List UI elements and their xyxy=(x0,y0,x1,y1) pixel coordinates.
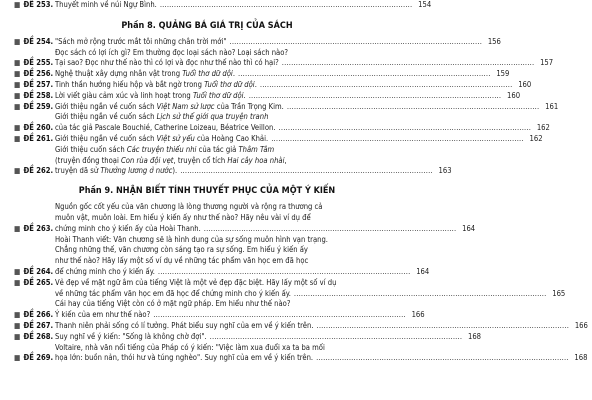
entry-title: của tác giả Pascale Bouchié, Catherine Loizeau, Béatrice Veillon. xyxy=(55,123,276,133)
entry-title: Nghệ thuật xây dựng nhân vật trong Tuổi thơ dữ dội. xyxy=(55,69,235,79)
toc-entry-253[interactable] xyxy=(14,0,432,11)
bullet-icon: ■ xyxy=(14,36,21,46)
toc-entry[interactable] xyxy=(14,90,521,102)
page-number: 164 xyxy=(416,266,430,276)
entry-title: Suy nghĩ về ý kiến: "Sống là không chờ đợi". xyxy=(55,331,207,341)
entry-title: Lời viết giàu cảm xúc và linh hoạt trong Tuổi thơ dữ dội. xyxy=(55,90,246,100)
entry-line: Hoài Thanh viết: Văn chương sẽ là hình dung của sự sống muôn hình vạn trạng. xyxy=(55,234,328,244)
leader-dots xyxy=(160,0,411,11)
entry-code: ■ ĐỀ 259. xyxy=(14,101,54,111)
page-number: 163 xyxy=(438,166,452,176)
leader-dots xyxy=(210,332,461,343)
leader-dots xyxy=(153,310,404,321)
entry-title: truyện dã sử Thưởng lương ở nước). xyxy=(55,166,178,176)
page-number: 166 xyxy=(574,320,588,330)
entry-code: ■ ĐỀ 254. xyxy=(14,36,54,46)
entry-title: Thuyết minh về núi Ngự Bình. xyxy=(55,0,157,9)
bullet-icon: ■ xyxy=(14,101,21,111)
entry-title: Ý kiến của em như thế nào? xyxy=(55,310,151,320)
entry-title: Giới thiệu ngắn về cuốn sách Việt sử yểu của Hoàng Cao Khải. xyxy=(55,133,269,143)
toc-entry[interactable] xyxy=(14,234,430,278)
entry-line: (truyện đồng thoại Con rùa đội vẹt, truyện cổ tích Hai cây hoa nhài, xyxy=(55,155,287,165)
bullet-icon: ■ xyxy=(14,123,21,133)
bullet-icon: ■ xyxy=(14,90,21,100)
toc-entry[interactable] xyxy=(14,133,543,145)
entry-code: ■ ĐỀ 267. xyxy=(14,320,54,330)
entry-code: ■ ĐỀ 262. xyxy=(14,166,54,176)
toc-entry[interactable] xyxy=(14,278,400,289)
page-number: 168 xyxy=(574,353,588,363)
section-8-entries xyxy=(14,36,559,177)
page-number: 162 xyxy=(536,123,550,133)
entry-line: Đọc sách có lợi ích gì? Em thường đọc loại sách nào? Loại sách nào? xyxy=(55,47,289,57)
toc-entry[interactable] xyxy=(14,144,452,177)
page-number: 160 xyxy=(518,79,532,89)
toc-entry[interactable] xyxy=(14,112,550,134)
bullet-icon: ■ xyxy=(14,133,21,143)
bullet-icon: ■ xyxy=(14,310,21,320)
page-number: 161 xyxy=(545,101,559,111)
leader-dots xyxy=(271,134,522,145)
entry-title: Giới thiệu ngắn về cuốn sách Việt Nam sử lược của Trần Trọng Kim. xyxy=(55,101,284,111)
section-heading: Phần 9. NHẬN BIẾT TÍNH THUYẾT PHỤC CỦA MỘT Ý KIẾN xyxy=(78,186,336,197)
leader-dots xyxy=(279,123,530,134)
entry-code: ■ ĐỀ 256. xyxy=(14,69,54,79)
bullet-icon: ■ xyxy=(14,58,21,68)
entry-code: ■ ĐỀ 253. xyxy=(14,0,54,9)
entry-code: ■ ĐỀ 257. xyxy=(14,79,54,89)
entry-code: ■ ĐỀ 264. xyxy=(14,266,54,276)
leader-dots xyxy=(317,321,568,332)
section-heading: Phần 8. QUẢNG BÁ GIÁ TRỊ CỦA SÁCH xyxy=(121,20,293,31)
entry-code: ■ ĐỀ 265. xyxy=(14,277,54,287)
leader-dots xyxy=(204,224,455,235)
entry-title: họa lớn: buồn nản, thói hư và túng nghèo". Suy nghĩ của em về ý kiến trên. xyxy=(55,353,314,363)
leader-dots xyxy=(249,91,500,102)
section-9-entries xyxy=(14,202,588,364)
entry-line: như thế nào? Hãy lấy một số ví dụ về những tác phẩm văn học em đã học xyxy=(55,256,309,266)
entry-line: Voltaire, nhà văn nổi tiếng của Pháp có ý kiến: "Việc làm xua đuổi xa ta ba mối xyxy=(55,342,325,352)
toc-entry[interactable] xyxy=(14,69,510,80)
bullet-icon: ■ xyxy=(14,69,21,79)
toc-entry[interactable] xyxy=(14,288,566,300)
entry-title: Tinh thần hướng hiếu hộp và bắt ngờ trong Tuổi thơ dữ dội. xyxy=(55,79,257,89)
entry-code: ■ ĐỀ 269. xyxy=(14,353,54,363)
page-number: 156 xyxy=(487,36,501,46)
toc-entry[interactable] xyxy=(14,79,532,91)
toc-entry[interactable] xyxy=(14,331,482,343)
entry-title: Tại sao? Đọc như thế nào thì có lợi và đọc như thế nào thì có hại? xyxy=(55,58,279,68)
entry-title: về những tác phẩm văn học em đã học để chứng minh cho ý kiến ấy. xyxy=(55,288,291,298)
toc-entry[interactable] xyxy=(14,342,588,365)
bullet-icon: ■ xyxy=(14,0,21,9)
leader-dots xyxy=(158,267,409,278)
entry-line: Nguồn gốc cốt yếu của văn chương là lòng thương người và rộng ra thương cả xyxy=(55,202,323,212)
entry-code: ■ ĐỀ 260. xyxy=(14,123,54,133)
entry-line: Giới thiệu cuốn sách Các truyện thiếu nhi của tác giả Thâm Tâm xyxy=(55,144,275,154)
entry-title: chứng minh cho ý kiến ấy của Hoài Thanh. xyxy=(55,223,201,233)
toc-entry[interactable] xyxy=(14,47,554,70)
page-number: 162 xyxy=(529,133,543,143)
entry-line: Giới thiệu ngắn về cuốn sách Lịch sử thế giới qua truyện tranh xyxy=(55,112,269,122)
bullet-icon: ■ xyxy=(14,353,21,363)
entry-line: Cái hay của tiếng Việt còn có ở mặt ngữ pháp. Em hiểu như thế nào? xyxy=(55,299,291,309)
entry-line: Chẳng những thế, văn chương còn sáng tạo ra sự sống. Em hiểu ý kiến ấy xyxy=(55,245,308,255)
page-number: 159 xyxy=(496,69,510,79)
leader-dots xyxy=(238,69,489,80)
page-number: 154 xyxy=(418,0,432,9)
page-number: 160 xyxy=(507,90,521,100)
table-of-contents xyxy=(14,0,588,364)
entry-title: Thanh niên phải sống có lí tưởng. Phát biểu suy nghĩ của em về ý kiến trên. xyxy=(55,320,314,330)
bullet-icon: ■ xyxy=(14,223,21,233)
leader-dots xyxy=(287,102,538,113)
page-number: 157 xyxy=(540,58,554,68)
entry-code: ■ ĐỀ 255. xyxy=(14,58,54,68)
leader-dots xyxy=(260,80,511,91)
entry-code: ■ ĐỀ 258. xyxy=(14,90,54,100)
leader-dots xyxy=(180,166,431,177)
bullet-icon: ■ xyxy=(14,331,21,341)
entry-line: muôn vật, muôn loài. Em hiểu ý kiến ấy như thế nào? Hãy nêu vài ví dụ để xyxy=(55,212,311,222)
leader-dots xyxy=(294,289,545,300)
page-number: 164 xyxy=(462,223,476,233)
page-number: 166 xyxy=(411,310,425,320)
leader-dots xyxy=(230,37,481,48)
bullet-icon: ■ xyxy=(14,166,21,176)
toc-entry[interactable] xyxy=(14,101,559,113)
bullet-icon: ■ xyxy=(14,266,21,276)
entry-code: ■ ĐỀ 263. xyxy=(14,223,54,233)
leader-dots xyxy=(282,58,533,69)
toc-entry[interactable] xyxy=(14,36,501,48)
entry-code: ■ ĐỀ 266. xyxy=(14,310,54,320)
leader-dots xyxy=(316,353,567,364)
page-number: 165 xyxy=(552,288,566,298)
bullet-icon: ■ xyxy=(14,320,21,330)
entry-title: "Sách mở rộng trước mắt tôi những chân trời mới" xyxy=(55,36,227,46)
entry-title: Vẻ đẹp về mặt ngữ âm của tiếng Việt là một vẻ đẹp đặc biệt. Hãy lấy một số ví dụ xyxy=(55,277,337,287)
page-number: 168 xyxy=(467,331,482,341)
toc-entry[interactable] xyxy=(14,320,588,332)
toc-entry[interactable] xyxy=(14,299,425,321)
entry-code: ■ ĐỀ 261. xyxy=(14,133,54,143)
entry-title: để chứng minh cho ý kiến ấy. xyxy=(55,266,155,276)
bullet-icon: ■ xyxy=(14,79,21,89)
toc-entry[interactable] xyxy=(14,202,476,234)
bullet-icon: ■ xyxy=(14,277,21,287)
entry-code: ■ ĐỀ 268. xyxy=(14,331,54,341)
